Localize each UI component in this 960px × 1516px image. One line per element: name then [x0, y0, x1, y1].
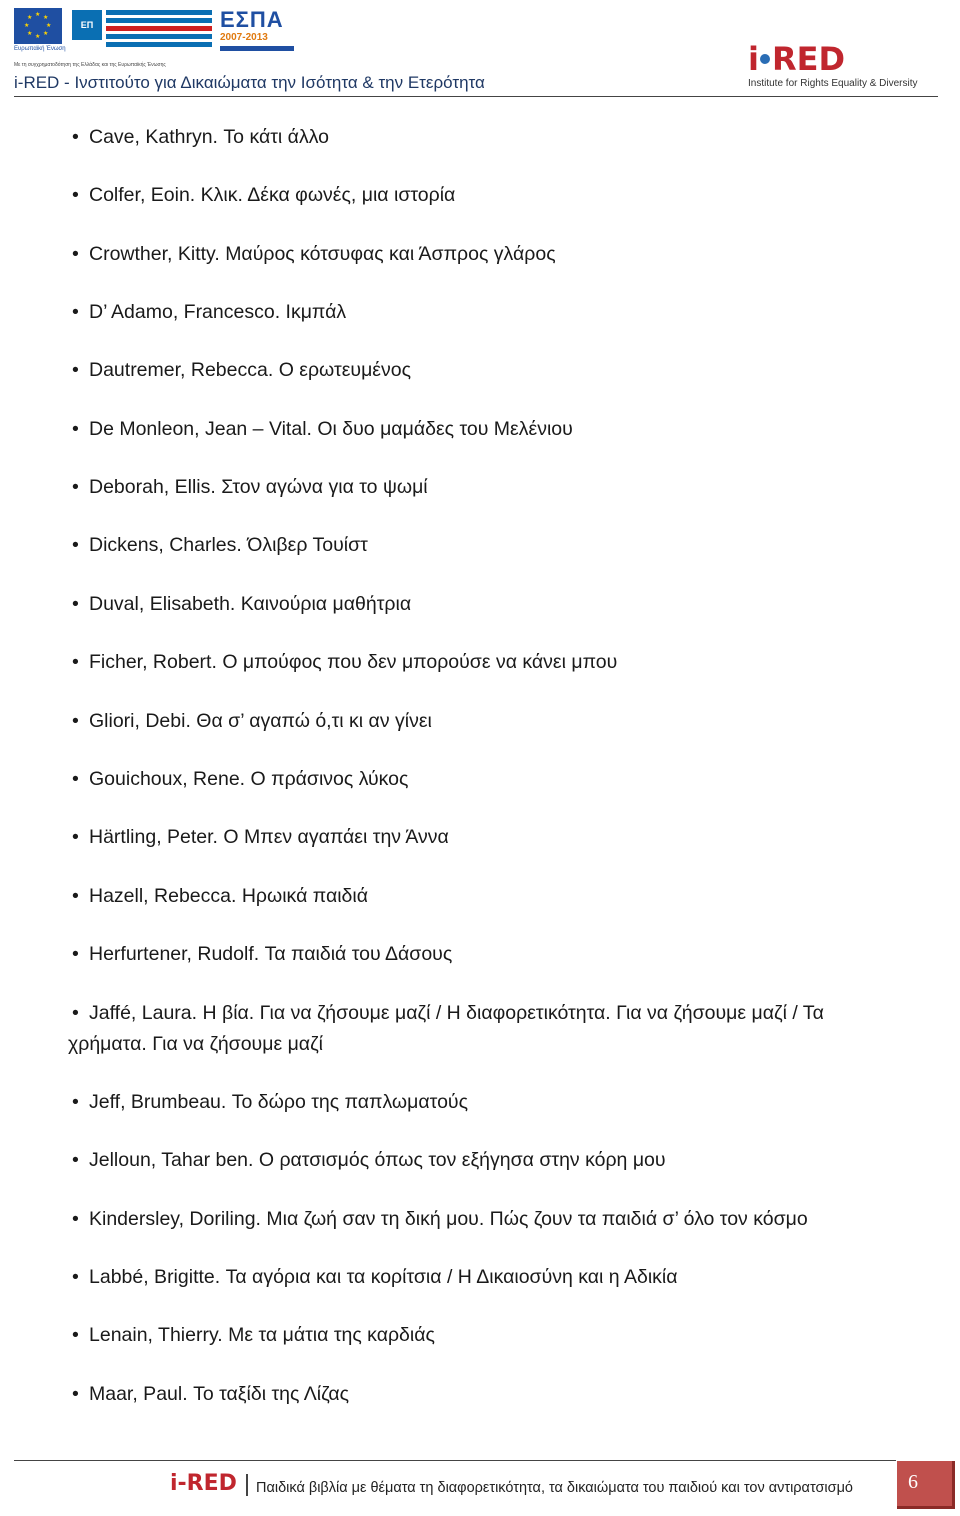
- book-title: Το δώρο της παπλωματούς: [231, 1091, 468, 1113]
- book-author: Lenain, Thierry.: [89, 1324, 223, 1346]
- book-title: Καινούρια μαθήτρια: [240, 593, 412, 615]
- book-author: Hazell, Rebecca.: [89, 885, 237, 907]
- book-item: [72, 881, 902, 912]
- book-item: [72, 1145, 902, 1176]
- book-title: Ικμπάλ: [285, 301, 347, 323]
- bullet-icon: •: [72, 1149, 79, 1171]
- book-title: Θα σ’ αγαπώ ό,τι κι αν γίνει: [196, 710, 432, 732]
- book-item: [72, 1087, 902, 1118]
- espa-strip: [220, 46, 294, 51]
- page-number-box: [897, 1461, 955, 1509]
- book-item: [72, 472, 902, 503]
- book-item: [72, 939, 902, 970]
- book-author: Cave, Kathryn.: [89, 126, 218, 148]
- book-title: Μαύρος κότσυφας και Άσπρος γλάρος: [225, 243, 556, 265]
- espa-years: 2007-2013: [220, 32, 268, 43]
- book-author: Ficher, Robert.: [89, 651, 217, 673]
- ired-logo-word: [748, 42, 938, 76]
- book-author: Crowther, Kitty.: [89, 243, 220, 265]
- book-title: Ο μπούφος που δεν μπορούσε να κάνει μπου: [222, 651, 618, 673]
- ired-logo-dot-icon: [760, 54, 770, 64]
- book-item: [72, 706, 902, 737]
- footer-text: Παιδικά βιβλία με θέματα τη διαφορετικότητα, τα δικαιώματα του παιδιού και τον αντιρατσισμό: [256, 1480, 853, 1496]
- book-title: Το κάτι άλλο: [223, 126, 329, 148]
- book-title: Ο πράσινος λύκος: [250, 768, 409, 790]
- book-title: Στον αγώνα για το ψωμί: [221, 476, 428, 498]
- bullet-icon: •: [72, 243, 79, 265]
- bullet-icon: •: [72, 1383, 79, 1405]
- footer-logo: i-RED: [170, 1471, 237, 1496]
- espa-word: ΕΣΠΑ: [220, 7, 284, 32]
- bullet-icon: •: [72, 184, 79, 206]
- bullet-icon: •: [72, 301, 79, 323]
- book-item: [72, 647, 902, 678]
- bullet-icon: •: [72, 651, 79, 673]
- book-title: Ο Μπεν αγαπάει την Άννα: [223, 826, 449, 848]
- book-item: [72, 297, 902, 328]
- bullet-icon: •: [72, 1324, 79, 1346]
- book-author: Dickens, Charles.: [89, 534, 242, 556]
- book-item: [72, 589, 902, 620]
- book-title: Η βία. Για να ζήσουμε μαζί / Η διαφορετικότητα. Για να ζήσουμε μαζί / Τα: [202, 1002, 824, 1024]
- book-author: Härtling, Peter.: [89, 826, 218, 848]
- book-author: D’ Adamo, Francesco.: [89, 301, 281, 323]
- bullet-icon: •: [72, 476, 79, 498]
- funding-logos: [14, 8, 294, 70]
- eu-logo: [14, 8, 66, 53]
- book-item: [72, 822, 902, 853]
- bullet-icon: •: [72, 1002, 79, 1024]
- book-author: Jeff, Brumbeau.: [89, 1091, 227, 1113]
- book-author: Gliori, Debi.: [89, 710, 191, 732]
- page-number: 6: [908, 1471, 918, 1493]
- education-program-logo: [72, 8, 214, 56]
- book-item: [72, 764, 902, 795]
- book-item: [72, 122, 902, 153]
- book-author: Duval, Elisabeth.: [89, 593, 236, 615]
- bullet-icon: •: [72, 593, 79, 615]
- book-author: Kindersley, Doriling.: [89, 1208, 261, 1230]
- bullet-icon: •: [72, 943, 79, 965]
- book-item: [72, 180, 902, 211]
- ep-badge: ΕΠ: [72, 10, 102, 40]
- bullet-icon: •: [72, 1091, 79, 1113]
- book-author: Maar, Paul.: [89, 1383, 188, 1405]
- ep-logo-lines: [106, 10, 212, 50]
- bullet-icon: •: [72, 768, 79, 790]
- bullet-icon: •: [72, 534, 79, 556]
- bullet-icon: •: [72, 710, 79, 732]
- book-title: Ο ρατσισμός όπως τον εξήγησα στην κόρη μου: [258, 1149, 666, 1171]
- book-item: [72, 355, 902, 386]
- bullet-icon: •: [72, 126, 79, 148]
- bullet-icon: •: [72, 826, 79, 848]
- bullet-icon: •: [72, 1208, 79, 1230]
- ired-tagline: Institute for Rights Equality & Diversity: [748, 78, 918, 89]
- book-title: Με τα μάτια της καρδιάς: [228, 1324, 435, 1346]
- bullet-icon: •: [72, 359, 79, 381]
- eu-caption: Ευρωπαϊκή Ένωση: [14, 46, 66, 52]
- header-title: i-RED - Ινστιτούτο για Δικαιώματα την Ισότητα & την Ετερότητα: [14, 73, 485, 92]
- book-author: Labbé, Brigitte.: [89, 1266, 221, 1288]
- book-title: Οι δυο μαμάδες του Μελένιου: [317, 418, 573, 440]
- book-author: Deborah, Ellis.: [89, 476, 216, 498]
- book-item: [72, 530, 902, 561]
- book-item: [72, 239, 902, 270]
- book-item: [68, 998, 902, 1060]
- book-author: Dautremer, Rebecca.: [89, 359, 274, 381]
- book-title: Τα αγόρια και τα κορίτσια / Η Δικαιοσύνη και η Αδικία: [225, 1266, 678, 1288]
- book-author: Colfer, Eoin.: [89, 184, 196, 206]
- book-author: De Monleon, Jean – Vital.: [89, 418, 312, 440]
- espa-logo: [220, 8, 294, 56]
- header-divider: [14, 96, 938, 97]
- cofund-text: Με τη συγχρηματοδότηση της Ελλάδας και της Ευρωπαϊκής Ένωσης: [14, 62, 166, 68]
- ired-logo: [748, 42, 938, 92]
- book-item: [72, 1262, 902, 1293]
- book-author: Herfurtener, Rudolf.: [89, 943, 260, 965]
- book-author: Jaffé, Laura.: [89, 1002, 198, 1024]
- book-title: Κλικ. Δέκα φωνές, μια ιστορία: [200, 184, 456, 206]
- bullet-icon: •: [72, 885, 79, 907]
- page-header: [0, 0, 960, 100]
- bullet-icon: •: [72, 418, 79, 440]
- eu-flag-icon: ★ ★ ★ ★ ★ ★ ★ ★: [14, 8, 62, 44]
- book-title: Μια ζωή σαν τη δική μου. Πώς ζουν τα παιδιά σ’ όλο τον κόσμο: [266, 1208, 808, 1230]
- book-item: [72, 1379, 902, 1410]
- book-title: Τα παιδιά του Δάσους: [264, 943, 453, 965]
- ired-logo-i: i: [748, 40, 759, 78]
- book-item: [72, 1204, 902, 1235]
- bullet-icon: •: [72, 1266, 79, 1288]
- book-title: Όλιβερ Τουίστ: [247, 534, 368, 556]
- book-item: [72, 1320, 902, 1351]
- book-title-continuation: χρήματα. Για να ζήσουμε μαζί: [68, 1033, 324, 1055]
- footer-separator: [246, 1474, 248, 1496]
- book-title: Το ταξίδι της Λίζας: [193, 1383, 350, 1405]
- book-item: [72, 414, 902, 445]
- book-title: Ηρωικά παιδιά: [241, 885, 369, 907]
- footer-divider: [14, 1460, 896, 1461]
- ired-logo-red: RED: [771, 40, 846, 78]
- book-author: Jelloun, Tahar ben.: [89, 1149, 254, 1171]
- book-title: Ο ερωτευμένος: [278, 359, 411, 381]
- book-author: Gouichoux, Rene.: [89, 768, 246, 790]
